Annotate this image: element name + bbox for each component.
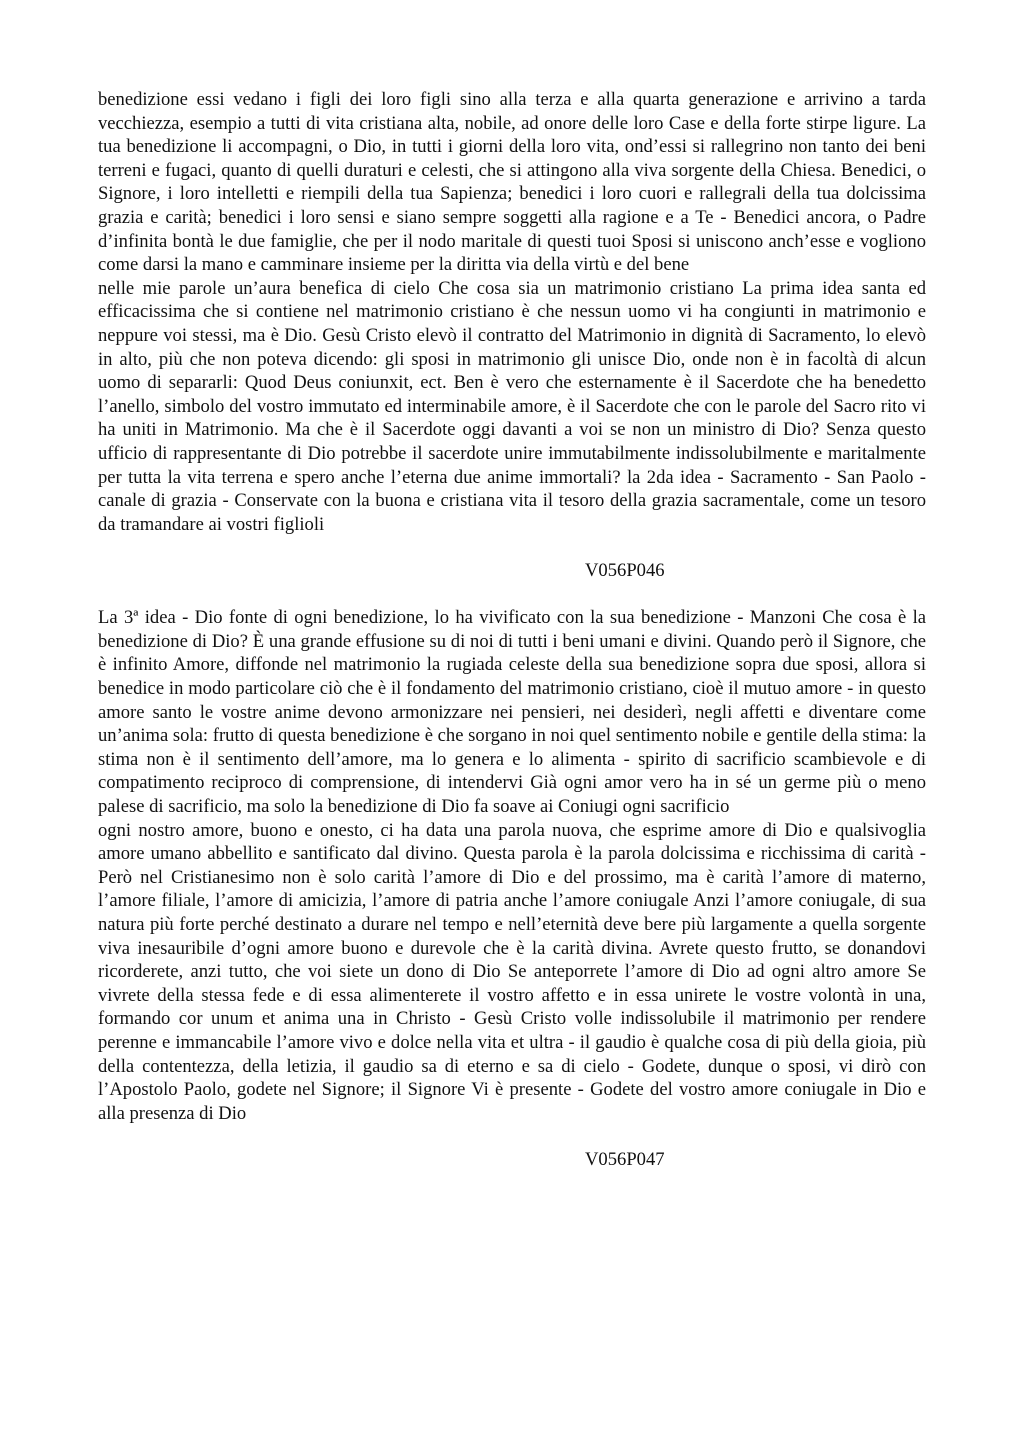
paragraph: ogni nostro amore, buono e onesto, ci ha data una parola nuova, che esprime amore di Dio e qualsivoglia amore umano abbellito e santificato dal divino. Questa parola è la parola dolcissima e ricchissima di carità - Però nel Cristianesimo non è solo carità l’amore di Dio e del prossimo, ma è carità l’amore di materno, l’amore filiale, l’amore di amicizia, l’amore di patria anche l’amore coniugale Anzi l’amore coniugale, di sua natura più forte perché destinato a durare nel tempo e nell’eternità deve bere più largamente a quella sorgente viva inesauribile d’ogni amore buono e durevole che è la carità divina. Avrete questo frutto, se donandovi ricorderete, anzi tutto, che voi siete un dono di Dio Se anteporrete l’amore di Dio ad ogni altro amore Se vivrete della stessa fede e di essa alimenterete il vostro affetto e in essa unirete le vostre volontà in una, formando cor unum et anima una in Christo - Gesù Cristo volle indissolubile il matrimonio per rendere perenne e immancabile l’amore vivo e dolce nella vita et ultra - il gaudio è qualche cosa di più della gioia, più della contentezza, della letizia, il gaudio sa di eterno e sa di cielo - Godete, dunque o sposi, vi dirò con l’Apostolo Paolo, godete nel Signore; il Signore Vi è presente - Godete del vostro amore coniugale in Dio e alla presenza di Dio [98, 819, 926, 1124]
paragraph: La 3ª idea - Dio fonte di ogni benedizione, lo ha vivificato con la sua benedizione - Manzoni Che cosa è la benedizione di Dio? È una grande effusione su di noi di tutti i beni umani e divini. Quando però il Signore, che è infinito Amore, diffonde nel matrimonio la rugiada celeste della sua benedizione sopra due sposi, allora si benedice in modo particolare ciò che è il fondamento del matrimonio cristiano, cioè il mutuo amore - in questo amore santo le vostre anime devono armonizzare nei pensieri, nei desiderì, negli affetti e diventare come un’anima sola: frutto di questa benedizione è che sorgano in noi quel sentimento nobile e gentile della stima: la stima non è il sentimento dell’amore, ma lo genera e lo alimenta - spirito di sacrificio scambievole e di compatimento reciproco di comprensione, di intendervi Già ogni amor vero ha in sé un germe più o meno palese di sacrificio, ma solo la benedizione di Dio fa soave ai Coniugi ogni sacrificio [98, 607, 926, 818]
paragraph: benedizione essi vedano i figli dei loro figli sino alla terza e alla quarta generazione e arrivino a tarda vecchiezza, esempio a tutti di vita cristiana alta, nobile, ad onore delle loro Case e della forte stirpe ligure. La tua benedizione li accompagni, o Dio, in tutti i giorni della loro vita, ond’essi si rallegrino non tanto dei beni terreni e fugaci, quanto di quelli duraturi e celesti, che si attingono alla viva sorgente della Chiesa. Benedici, o Signore, i loro intelletti e riempili della tua Sapienza; benedici i loro cuori e rallegrali della tua dolcissima grazia e carità; benedici i loro sensi e siano sempre soggetti alla ragione e a Te - Benedici ancora, o Padre d’infinita bontà le due famiglie, che per il nodo maritale di questi tuoi Sposi si uniscono anch’esse e vogliono come darsi la mano e camminare insieme per la diritta via della virtù e del bene [98, 89, 926, 276]
paragraph: nelle mie parole un’aura benefica di cielo Che cosa sia un matrimonio cristiano La prima idea santa ed efficacissima che si contiene nel matrimonio cristiano è che nessun uomo vi ha congiunti in matrimonio e neppure voi stessi, ma è Dio. Gesù Cristo elevò il contratto del Matrimonio in dignità di Sacramento, lo elevò in alto, più che non poteva dicendo: gli sposi in matrimonio gli unisce Dio, onde non è in facoltà di alcun uomo di separarli: Quod Deus coniunxit, ect. Ben è vero che esternamente è il Sacerdote che ha benedetto l’anello, simbolo del vostro immutato ed interminabile amore, è il Sacerdote che con le parole del Sacro rito vi ha uniti in Matrimonio. Ma che è il Sacerdote oggi davanti a voi se non un ministro di Dio? Senza questo ufficio di rappresentante di Dio potrebbe il sacerdote unire immutabilmente indissolubilmente e maritalmente per tutta la vita terrena e spero anche l’eterna due anime immortali? la 2da idea - Sacramento - San Paolo - canale di grazia - Conservate con la buona e cristiana vita il tesoro della grazia sacramentale, come un tesoro da tramandare ai vostri figlioli [98, 277, 926, 535]
document-page [98, 88, 926, 1195]
page-marker: V056P047 [585, 1149, 665, 1171]
page-marker: V056P046 [585, 560, 665, 582]
